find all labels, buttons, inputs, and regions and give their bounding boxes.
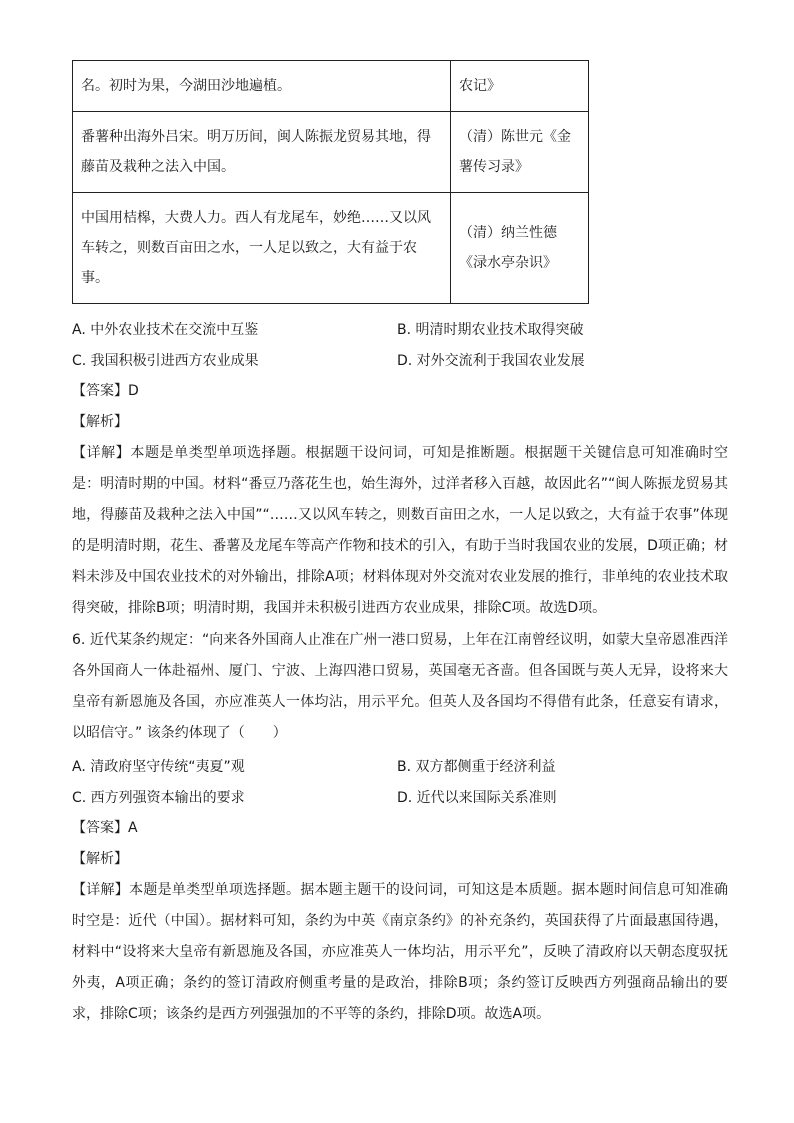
source-table (72, 60, 589, 304)
q5-option-c: C. 我国积极引进西方农业成果 (72, 353, 259, 369)
q6-stem-block (72, 625, 728, 749)
q6-detail: 【详解】本题是单类型单项选择题。据本题主题干的设问词，可知这是本质题。据本题时间信息可知准确时空是：近代（中国）。据材料可知，条约为中英《南京条约》的补充条约，英国获得了片面最惠国待遇，材料中“设将来大皇帝有新恩施及各国，亦应准英人一体均沾，用示平允”，反映了清政府以天朝态度驭抚外夷，A项正确；条约的签订清政府侧重考量的是政治，排除B项；条约签订反映西方列强商品输出的要求，排除C项；该条约是西方列强强加的不平等的条约，排除D项。故选A项。 (72, 882, 728, 1022)
table-row (73, 193, 589, 304)
table-row (73, 112, 589, 193)
table-row (73, 61, 589, 112)
q6-option-d: D. 近代以来国际关系准则 (397, 790, 557, 806)
table-cell-source: 农记》 (451, 61, 589, 112)
q6-option-b: B. 双方都侧重于经济利益 (397, 759, 556, 775)
q6-answer-block (72, 813, 728, 1030)
table-cell-content: 名。初时为果，今湖田沙地遍植。 (73, 61, 451, 112)
q6-option-a: A. 清政府坚守传统“夷夏”观 (72, 759, 245, 775)
q5-option-d: D. 对外交流利于我国农业发展 (397, 353, 585, 369)
table-cell-content: 番薯种出海外吕宋。明万历间，闽人陈振龙贸易其地，得藤苗及栽种之法入中国。 (73, 112, 451, 193)
table-cell-source: （清）纳兰性德《渌水亭杂识》 (451, 193, 589, 304)
q5-detail: 【详解】本题是单类型单项选择题。根据题干设问词，可知是推断题。根据题干关键信息可知准确时空是：明清时期的中国。材料“番豆乃落花生也，始生海外，过洋者移入百越，故因此名”“闽人陈振龙贸易其地，得藤苗及栽种之法入中国”“……又以风车转之，则数百亩田之水，一人足以致之，大有益于农事”体现的是明清时期，花生、番薯及龙尾车等高产作物和技术的引入，有助于当时我国农业的发展，D项正确；材料未涉及中国农业技术的对外输出，排除A项；材料体现对外交流对农业发展的推行，非单纯的农业技术取得突破，排除B项；明清时期，我国并未积极引进西方农业成果，排除C项。故选D项。 (72, 445, 728, 616)
q5-answer-block (72, 376, 728, 624)
q5-answer: 【答案】D (72, 383, 139, 399)
q6-analysis-label: 【解析】 (72, 851, 128, 867)
q5-option-a: A. 中外农业技术在交流中互鉴 (72, 322, 259, 338)
table-cell-source: （清）陈世元《金薯传习录》 (451, 112, 589, 193)
q6-option-c: C. 西方列强资本输出的要求 (72, 790, 245, 806)
q5-analysis-label: 【解析】 (72, 414, 128, 430)
table-cell-content: 中国用桔槔，大费人力。西人有龙尾车，妙绝……又以风车转之，则数百亩田之水，一人足以致之，大有益于农事。 (73, 193, 451, 304)
q5-option-b: B. 明清时期农业技术取得突破 (397, 322, 584, 338)
q6-answer: 【答案】A (72, 820, 138, 836)
q6-stem: 6. 近代某条约规定：“向来各外国商人止准在广州一港口贸易，上年在江南曾经议明，如蒙大皇帝恩准西洋各外国商人一体赴福州、厦门、宁波、上海四港口贸易，英国毫无吝啬。但各国既与英人无异，设将来大皇帝有新恩施及各国，亦应准英人一体均沾，用示平允。但英人及各国均不得借有此条，任意妄有请求，以昭信守。” 该条约体现了（ ） (72, 632, 728, 741)
